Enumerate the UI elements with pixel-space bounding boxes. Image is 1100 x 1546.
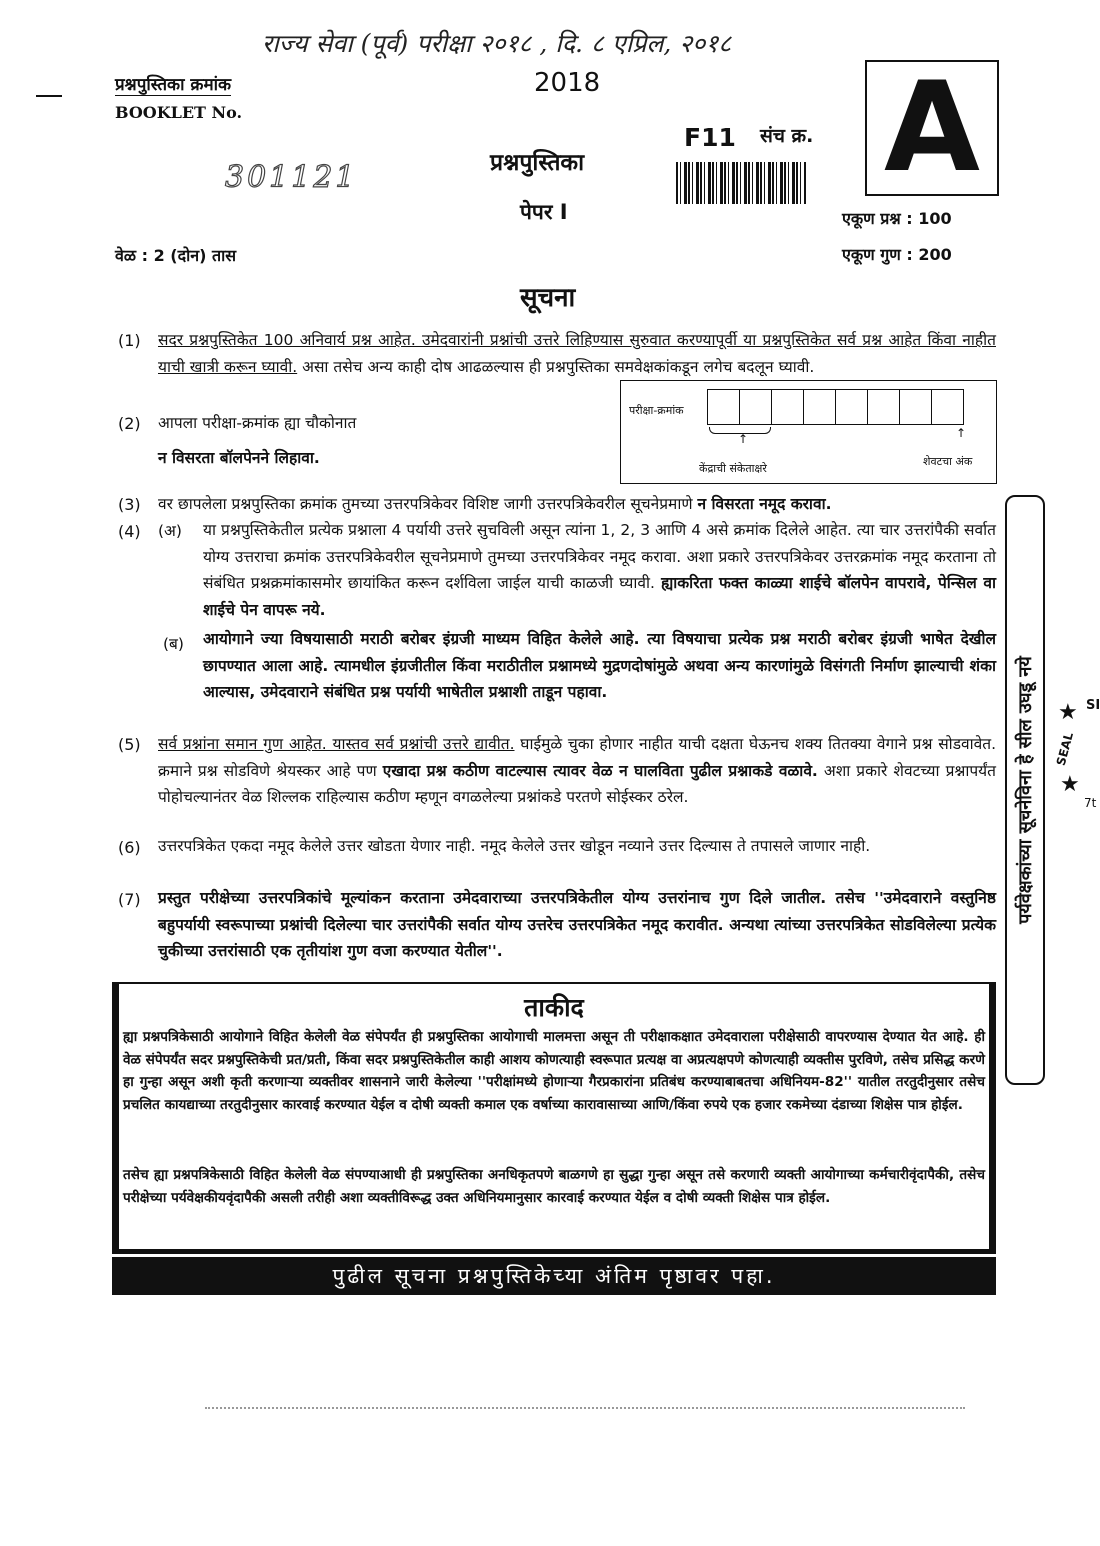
warning-paragraph-1: ह्या प्रश्नपत्रिकेसाठी आयोगाने विहित केलेली वेळ संपेपर्यंत ही प्रश्नपुस्तिका आयोगाची मालमत्ता असून ती परीक्षाकक्षात उमेदवाराला परीक्षेसाठी वापरण्यास देण्यात येत आहे. ही वेळ संपेपर्यंत सदर प्रश्नपुस्तिकेची प्रत/प्रती, किंवा सदर प्रश्नपुस्तिकेतील काही आशय कोणत्याही स्वरूपात प्रत्यक्ष वा अप्रत्यक्षपणे कोणत्याही व्यक्तीस पुरविणे, तसेच प्रसिद्ध करणे हा गुन्हा असून अशी कृती करणाऱ्या व्यक्तीवर शासनाने जारी केलेल्या ''परीक्षांमध्ये होणाऱ्या गैरप्रकारांना प्रतिबंध करण्याबाबतचा अधिनियम-82'' यातील तरतुदीनुसार तसेच प्रचलित कायद्याच्या तरतुदीनुसार कारवाई करण्यात येईल व दोषी व्यक्ती कमाल एक वर्षाच्या कारावासाच्या आणि/किंवा रुपये एक हजार रकमेच्या दंडाच्या शिक्षेस पात्र होईल.	[123, 1029, 985, 1113]
set-letter-box	[865, 56, 999, 200]
warning-paragraph-2: तसेच ह्या प्रश्नपत्रिकेसाठी विहित केलेली वेळ संपण्याआधी ही प्रश्नपुस्तिका अनधिकृतपणे बाळगणे हा सुद्धा गुन्हा असून तसे करणारी व्यक्ती आयोगाच्या कर्मचारीवृंदापैकी, तसेच परीक्षेच्या पर्यवेक्षकीयवृंदापैकी असली तरीही अशा व्यक्तीविरूद्ध उक्त अधिनियमानुसार कारवाई करण्यात येईल व दोषी व्यक्ती शिक्षेस पात्र होईल.	[123, 1167, 985, 1206]
instruction-2-line1: आपला परीक्षा-क्रमांक ह्या चौकोनात	[158, 414, 357, 432]
instruction-3-text: वर छापलेला प्रश्नपुस्तिका क्रमांक तुमच्या उत्तरपत्रिकेवर विशिष्ट जागी उत्तरपत्रिकेवरील सूचनेप्रमाणे	[158, 495, 693, 513]
roll-cell[interactable]	[836, 390, 868, 424]
instruction-5-underlined: सर्व प्रश्नांना समान गुण आहेत. यास्तव सर्व प्रश्नांची उत्तरे द्यावीत.	[158, 735, 515, 753]
instruction-number: (1)	[118, 331, 141, 350]
total-marks: एकूण गुण : 200	[842, 245, 952, 264]
roll-number-box	[620, 380, 997, 484]
star-icon: ★	[1060, 772, 1080, 797]
paper-code: F11	[684, 123, 736, 152]
instruction-4b: आयोगाने ज्या विषयासाठी मराठी बरोबर इंग्रजी माध्यम विहित केलेले आहे. त्या विषयाचा प्रत्येक प्रश्न मराठी बरोबर इंग्रजी भाषेत देखील छापण्यात आला आहे. त्यामधील इंग्रजीतील किंवा मराठीतील प्रश्नामध्ये मुद्रणदोषांमुळे अथवा अन्य कारणांमुळे विसंगती निर्माण झाल्याची शंका आल्यास, उमेदवाराने संबंधित प्रश्न पर्यायी भाषेतील प्रश्नाशी ताडून पहावा.	[203, 630, 996, 701]
roll-cell[interactable]	[740, 390, 772, 424]
instruction-3	[158, 491, 996, 518]
sub-item-label: (अ)	[158, 522, 182, 540]
instruction-6: उत्तरपत्रिकेत एकदा नमूद केलेले उत्तर खोडता येणार नाही. नमूद केलेले उत्तर खोडून नव्याने उत्तर दिल्यास ते तपासले जाणार नाही.	[158, 837, 871, 855]
booklet-title: प्रश्नपुस्तिका	[490, 150, 585, 176]
seal-strip-text: पर्यवेक्षकांच्या सूचनेविना हे सील उघडू नये	[1015, 656, 1036, 924]
instruction-number: (6)	[118, 838, 141, 857]
exam-year: 2018	[534, 68, 601, 98]
handwritten-exam-note: राज्य सेवा (पूर्व) परीक्षा २०१८ , दि. ८ एप्रिल, २०१८	[262, 29, 732, 58]
total-questions: एकूण प्रश्न : 100	[842, 209, 952, 228]
seal-fragment-top: SI	[1086, 698, 1100, 713]
instruction-1-underlined: सदर प्रश्नपुस्तिकेत 100 अनिवार्य प्रश्न आहेत. उमेदवारांनी प्रश्नांची उत्तरे लिहिण्यास सुरुवात करण्यापूर्वी या प्रश्नपुस्तिकेत सर्व प्रश्न आहेत किंवा नाहीत याची खात्री करून घ्यावी.	[158, 331, 996, 376]
instruction-number: (2)	[118, 414, 141, 433]
paper-number: पेपर I	[520, 200, 568, 224]
roll-cell[interactable]	[900, 390, 932, 424]
roll-cell[interactable]	[772, 390, 804, 424]
instruction-1-rest: असा तसेच अन्य काही दोष आढळल्यास ही प्रश्नपुस्तिका समवेक्षकांकडून लगेच बदलून घ्यावी.	[302, 357, 815, 376]
instruction-5-bold: एखादा प्रश्न कठीण वाटल्यास त्यावर वेळ न घालविता पुढील प्रश्नाकडे वळावे.	[382, 761, 818, 780]
warning-box	[112, 982, 996, 1254]
seal-text: SEAL	[1053, 730, 1077, 768]
roll-cell[interactable]	[932, 390, 963, 424]
instructions-heading: सूचना	[520, 283, 576, 313]
instruction-5	[158, 731, 996, 811]
booklet-number: 301121	[225, 160, 358, 195]
seal-fragment-bottom: 7t	[1084, 796, 1097, 810]
up-arrow-icon: ↑	[738, 432, 749, 446]
footer-banner-text: पुढील सूचना प्रश्नपुस्तिकेच्या अंतिम पृष्ठावर पहा.	[332, 1264, 776, 1288]
instruction-5-rest: अशा प्रकारे शेवटच्या प्रश्नापर्यंत पोहोचल्यानंतर वेळ शिल्लक राहिल्यास कठीण म्हणून वगळलेल्या प्रश्नांकडे परतणे सोईस्कर ठरेल.	[158, 761, 996, 806]
sub-item-label: (ब)	[163, 635, 184, 653]
instruction-number: (3)	[118, 495, 141, 514]
warning-heading: ताकीद	[524, 993, 584, 1022]
instruction-number: (7)	[118, 890, 141, 909]
set-label: संच क्र.	[760, 125, 814, 147]
last-digit-label: शेवटचा अंक	[923, 455, 973, 468]
instruction-4a-text: या प्रश्नपुस्तिकेतील प्रत्येक प्रश्नाला 4 पर्यायी उत्तरे सुचविली असून त्यांना 1, 2, 3 आणि 4 असे क्रमांक दिलेले आहेत. त्या चार उत्तरांपैकी सर्वात योग्य उत्तराचा क्रमांक उत्तरपत्रिकेवरील सूचनेप्रमाणे तुमच्या उत्तरपत्रिकेवर नमूद करावा. अशा प्रकारे उत्तरपत्रिकेवर उत्तरक्रमांक नमूद करताना तो संबंधित प्रश्नक्रमांकासमोर छायांकित करून दर्शविला जाईल याची काळजी घ्यावी.	[203, 521, 996, 592]
instruction-number: (4)	[118, 522, 141, 541]
instruction-7: प्रस्तुत परीक्षेच्या उत्तरपत्रिकांचे मूल्यांकन करताना उमेदवाराच्या उत्तरपत्रिकेतील योग्य उत्तरांनाच गुण दिले जातील. तसेच ''उमेदवाराने वस्तुनिष्ठ बहुपर्यायी स्वरूपाच्या प्रश्नांची दिलेल्या चार उत्तरांपैकी सर्वात योग्य उत्तरेच उत्तरपत्रिकेत नमूद करावीत. अन्यथा त्यांच्या उत्तरपत्रिकेत सोडविलेल्या प्रत्येक चुकीच्या उत्तरांसाठी एक तृतीयांश गुण वजा करण्यात येतील''.	[158, 889, 996, 960]
footer-banner	[112, 1257, 996, 1295]
roll-number-grid[interactable]	[707, 389, 964, 425]
seal-strip	[1005, 495, 1045, 1085]
exam-duration: वेळ : 2 (दोन) तास	[115, 246, 237, 265]
up-arrow-icon: ↑	[956, 426, 967, 440]
booklet-label-english: BOOKLET No.	[115, 103, 243, 122]
roll-number-label: परीक्षा-क्रमांक	[629, 404, 684, 417]
instruction-4a-bold: ह्याकरिता फक्त काळ्या शाईचे बॉलपेन वापरावे, पेन्सिल वा शाईचे पेन वापरू नये.	[203, 574, 996, 619]
roll-cell[interactable]	[708, 390, 740, 424]
instruction-5-text: घाईमुळे चुका होणार नाहीत याची दक्षता घेऊनच शक्य तितक्या वेगाने प्रश्न सोडवावेत. क्रमाने प्रश्न सोडविणे श्रेयस्कर आहे पण	[158, 735, 996, 780]
roll-cell[interactable]	[804, 390, 836, 424]
instruction-1	[158, 327, 996, 380]
instruction-2-line2: न विसरता बॉलपेनने लिहावा.	[158, 449, 320, 467]
instruction-number: (5)	[118, 735, 141, 754]
center-code-label: केंद्राची संकेताक्षरे	[699, 462, 767, 475]
roll-cell[interactable]	[868, 390, 900, 424]
margin-mark	[36, 95, 62, 97]
barcode	[676, 162, 806, 204]
instruction-3-bold: न विसरता नमूद करावा.	[697, 495, 832, 513]
scan-artifact-line	[205, 1407, 965, 1409]
booklet-label-marathi: प्रश्नपुस्तिका क्रमांक	[115, 72, 231, 96]
star-icon: ★	[1058, 700, 1078, 725]
set-letter: A	[884, 56, 980, 200]
instruction-4a	[203, 517, 996, 623]
